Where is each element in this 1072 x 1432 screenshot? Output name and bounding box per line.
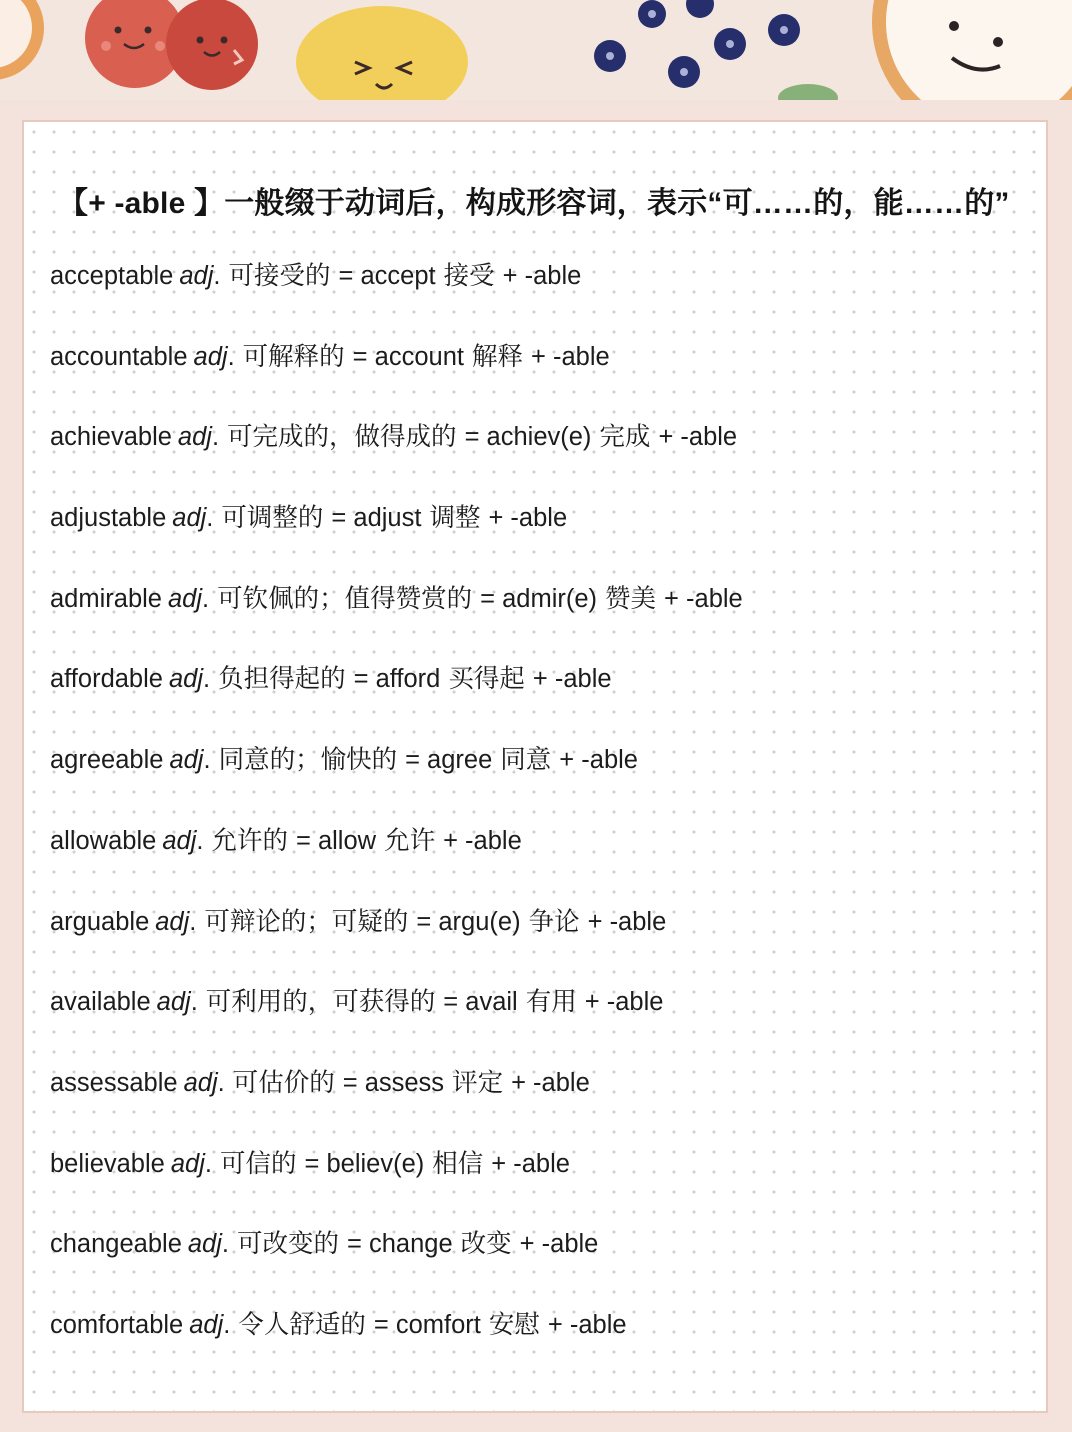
entry-root-meaning: 有用 <box>525 988 577 1017</box>
entry-suffix: + -able <box>658 423 738 452</box>
list-item: admirable adj. 可钦佩的；值得赞赏的 = admir(e) 赞美 + -able <box>50 584 743 613</box>
entry-pos: adj <box>155 907 190 936</box>
entry-suffix: + -able <box>532 665 612 694</box>
entry-suffix: + -able <box>664 584 743 613</box>
list-item: assessable adj. 可估价的 = assess 评定 + -able <box>50 1068 590 1097</box>
entry-root: = avail <box>443 988 518 1017</box>
entry-meaning: 允许的 <box>211 826 288 855</box>
entry-root-meaning: 允许 <box>384 826 436 855</box>
entry-pos: adj <box>183 1068 218 1097</box>
entry-meaning: 可辩论的；可疑的 <box>204 907 409 936</box>
entry-root-meaning: 评定 <box>452 1068 504 1097</box>
entry-root-meaning: 买得起 <box>448 665 525 694</box>
entry-root-meaning: 调整 <box>429 504 481 533</box>
entry-root-meaning: 解释 <box>471 342 523 371</box>
entry-suffix: + -able <box>559 746 638 775</box>
vocabulary-card <box>22 120 1048 1413</box>
entry-suffix: + -able <box>547 1310 627 1339</box>
list-item: available adj. 可利用的，可获得的 = avail 有用 + -able <box>50 988 664 1017</box>
entry-root: = accept <box>338 262 436 290</box>
entry-meaning: 可调整的 <box>221 504 324 533</box>
lemon-icon <box>296 6 468 100</box>
entry-meaning: 可估价的 <box>232 1068 335 1097</box>
entry-meaning: 可接受的 <box>228 262 331 290</box>
entry-word: agreeable <box>50 746 164 775</box>
entry-meaning: 令人舒适的 <box>238 1310 366 1339</box>
entry-meaning: 可解释的 <box>242 342 345 371</box>
entry-pos: adj <box>187 1230 222 1259</box>
entry-suffix: + -able <box>584 988 664 1017</box>
entry-root: = admir(e) <box>480 584 598 613</box>
list-item: allowable adj. 允许的 = allow 允许 + -able <box>50 826 522 855</box>
entry-root: = achiev(e) <box>464 423 592 452</box>
entry-pos: adj <box>168 665 203 694</box>
entry-word: comfortable <box>50 1310 184 1339</box>
fruit-illustration-icon <box>0 0 1072 100</box>
entry-word: admirable <box>50 584 162 613</box>
entry-root: = comfort <box>373 1310 481 1339</box>
entry-list <box>50 260 743 1390</box>
entry-suffix: + -able <box>502 262 582 290</box>
entry-meaning: 可利用的，可获得的 <box>205 988 436 1017</box>
entry-pos: adj <box>189 1310 224 1339</box>
entry-root: = account <box>352 342 464 371</box>
list-item: adjustable adj. 可调整的 = adjust 调整 + -able <box>50 504 568 533</box>
entry-pos: adj <box>193 342 228 371</box>
entry-suffix: + -able <box>511 1068 590 1097</box>
list-item: affordable adj. 负担得起的 = afford 买得起 + -able <box>50 665 612 694</box>
entry-meaning: 可完成的，做得成的 <box>227 423 457 452</box>
entry-root-meaning: 赞美 <box>605 584 657 613</box>
entry-meaning: 可信的 <box>219 1149 297 1178</box>
entry-word: arguable <box>50 907 150 936</box>
entry-root: = believ(e) <box>304 1149 425 1178</box>
entry-meaning: 负担得起的 <box>218 665 346 694</box>
entry-root: = allow <box>295 826 377 855</box>
entry-word: achievable <box>50 423 172 452</box>
entry-word: changeable <box>50 1230 182 1259</box>
list-item: acceptable adj. 可接受的 = accept 接受 + -able <box>50 262 582 290</box>
entry-pos: adj <box>156 988 191 1017</box>
entry-suffix: + -able <box>530 342 610 371</box>
entry-meaning: 同意的；愉快的 <box>218 746 398 775</box>
entry-pos: adj <box>170 1149 205 1178</box>
entry-pos: adj <box>167 584 203 613</box>
entry-root: = adjust <box>331 504 422 533</box>
entry-root: = agree <box>405 746 493 775</box>
entry-word: available <box>50 988 151 1017</box>
list-item: accountable adj. 可解释的 = account 解释 + -able <box>50 342 610 371</box>
entry-root-meaning: 完成 <box>599 423 651 452</box>
entry-suffix: + -able <box>443 826 522 855</box>
entry-root: = assess <box>342 1068 445 1097</box>
list-item: believable adj. 可信的 = believ(e) 相信 + -able <box>50 1149 570 1178</box>
entry-root-meaning: 同意 <box>500 746 552 775</box>
entry-suffix: + -able <box>519 1230 599 1259</box>
entry-root: = change <box>347 1230 453 1259</box>
entry-word: accountable <box>50 342 188 371</box>
entry-suffix: + -able <box>491 1149 570 1178</box>
list-item: changeable adj. 可改变的 = change 改变 + -able <box>50 1230 599 1259</box>
entry-word: affordable <box>50 665 163 694</box>
card-title: 【+ -able 】一般缀于动词后，构成形容词，表示“可……的，能……的” <box>58 187 1010 220</box>
list-item: comfortable adj. 令人舒适的 = comfort 安慰 + -able <box>50 1310 627 1339</box>
entry-word: allowable <box>50 826 157 855</box>
entry-root: = afford <box>353 665 441 694</box>
entry-pos: adj <box>172 504 207 533</box>
apple-right-icon <box>166 0 258 90</box>
header-illustration <box>0 0 1072 100</box>
entry-pos: adj <box>162 826 197 855</box>
entry-word: adjustable <box>50 504 167 533</box>
entry-pos: adj <box>169 746 204 775</box>
entry-meaning: 可钦佩的；值得赞赏的 <box>217 584 473 613</box>
entry-root-meaning: 安慰 <box>488 1310 540 1339</box>
entry-root-meaning: 相信 <box>432 1149 484 1178</box>
entry-root: = argu(e) <box>416 907 521 936</box>
list-item: achievable adj. 可完成的，做得成的 = achiev(e) 完成 + -able <box>50 423 738 452</box>
entry-pos: adj <box>179 262 214 290</box>
entry-word: believable <box>50 1149 165 1178</box>
entry-suffix: + -able <box>587 907 667 936</box>
list-item: agreeable adj. 同意的；愉快的 = agree 同意 + -able <box>50 746 638 775</box>
entry-word: assessable <box>50 1068 178 1097</box>
entry-root-meaning: 改变 <box>460 1230 512 1259</box>
entry-root-meaning: 接受 <box>443 262 495 290</box>
entry-root-meaning: 争论 <box>528 907 580 936</box>
list-item: arguable adj. 可辩论的；可疑的 = argu(e) 争论 + -able <box>50 907 667 936</box>
entry-pos: adj <box>177 423 212 452</box>
entry-meaning: 可改变的 <box>237 1230 340 1259</box>
entry-suffix: + -able <box>488 504 568 533</box>
entry-word: acceptable <box>50 262 174 290</box>
